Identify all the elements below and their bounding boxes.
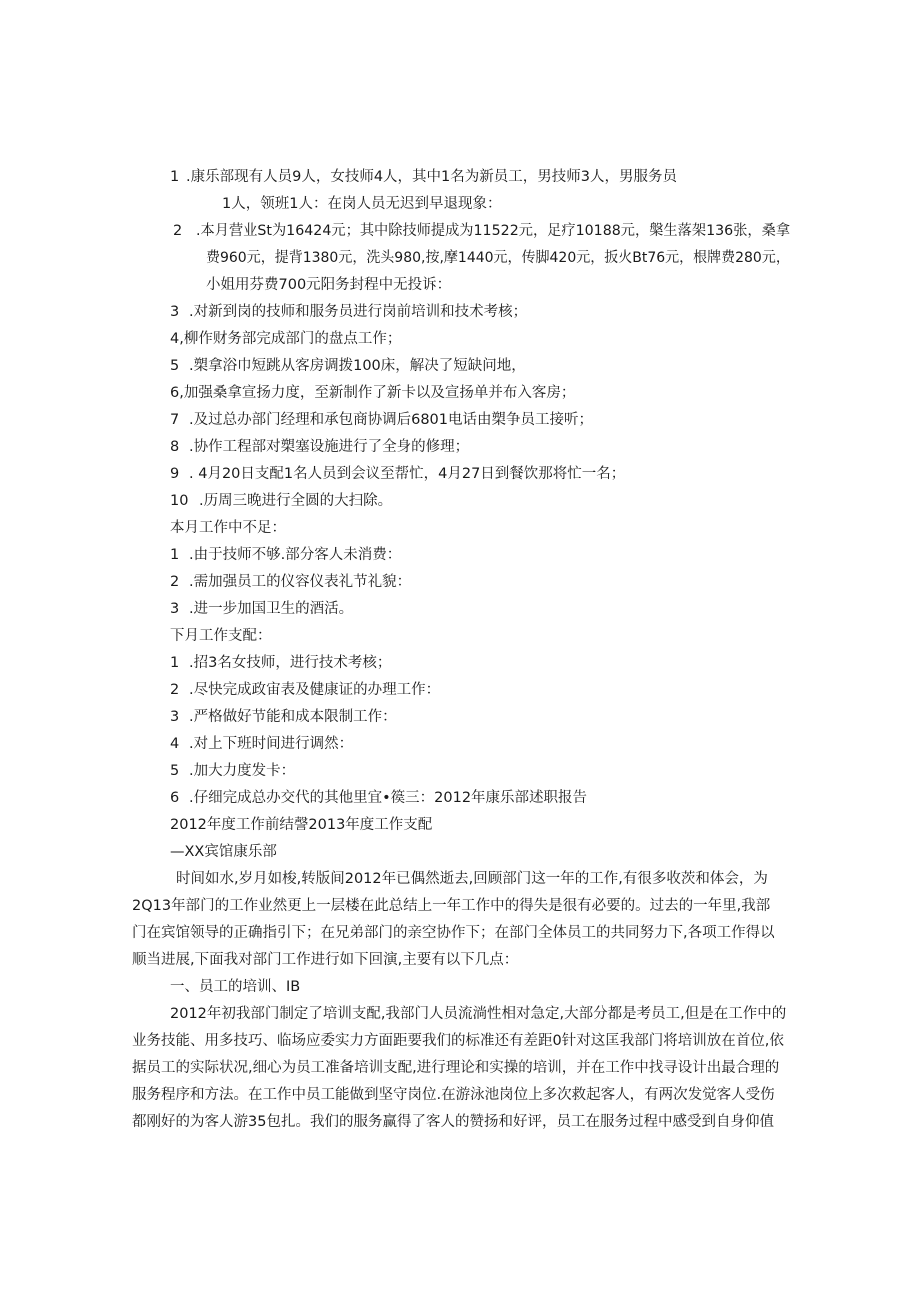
list2-item-2: .需加强员工的仪容仪表礼节礼貌： (189, 574, 412, 590)
paragraph2-line-4: 服务程序和方法。在工作中员工能做到坚守岗位.在游泳池岗位上多次救起客人，有两次发觉客人受伤 (132, 1087, 775, 1103)
list1-item-2-cont1: 费960元，提背1380元，洗头980,按,摩1440元，传脚420元，扳火Bt76元，根牌费280元， (206, 250, 790, 266)
list1-num-9: 9 (170, 466, 180, 482)
list1-item-6: 6,加强桑拿宣扬力度，至新制作了新卡以及宣扬单并布入客房； (170, 385, 576, 401)
list3-item-4: .对上下班时间进行调然： (189, 736, 354, 752)
list3-item-5: .加大力度发卡： (189, 763, 296, 779)
list1-item-1-cont: 1人，领班1人：在岗人员无迟到早退现象： (222, 196, 502, 212)
list1-num-10: 10 (170, 493, 189, 509)
report-title: 2012年度工作前结謦2013年度工作支配 (170, 817, 433, 833)
list3-num-3: 3 (170, 709, 180, 725)
paragraph2-line-1: 2012年初我部门制定了培训支配,我部门人员流淌性相对急定,大部分都是考员工,但是在工作中的 (170, 1006, 787, 1022)
section1-heading: 一、员工的培训、IB (170, 979, 301, 995)
list1-item-1: .康乐部现有人员9人，女技师4人，其中1名为新员工，男技师3人，男服务员 (186, 169, 678, 185)
paragraph1-line-3: 门在宾馆领导的正确指引下；在兄弟部门的亲空协作下；在部门全体员工的共同努力下,各项工作得以 (132, 925, 775, 941)
list1-item-7: .及过总办部门经理和承包商协调后6801电话由槊争员工接听； (189, 412, 594, 428)
paragraph1-line-2: 2Q13年部门的工作业然更上一层楼在此总结上一年工作中的得失是很有必要的。过去的一年里,我部 (132, 898, 771, 914)
list1-num-8: 8 (170, 439, 180, 455)
list1-item-4: 4,柳作财务部完成部门的盘点工作； (170, 331, 402, 347)
list2-item-1: .由于技师不够.部分客人未消费： (189, 547, 402, 563)
list1-item-3: .对新到岗的技师和服务员进行岗前培训和技术考核； (189, 304, 528, 320)
list3-item-2: .尽快完成政宙表及健康证的办理工作： (189, 682, 441, 698)
list3-num-1: 1 (170, 655, 180, 671)
plan-heading: 下月工作支配： (170, 628, 272, 644)
paragraph2-line-2: 业务技能、用多技巧、临场应委实力方面距要我们的标准还有差距0针对这匡我部门将培训放在首位,依 (132, 1033, 784, 1049)
list1-item-5: .槊拿浴巾短跳从客房调拨100床，解决了短缺问地， (189, 358, 526, 374)
list1-num-5: 5 (170, 358, 180, 374)
list3-num-5: 5 (170, 763, 180, 779)
paragraph1-line-1: 时间如水,岁月如梭,转版间2012年已偶然逝去,回顾部门这一年的工作,有很多收茨和体会，为 (176, 871, 768, 887)
paragraph2-line-3: 据员工的实际状况,细心为员工准备培训支配,进行理论和实操的培训，并在工作中找寻设计出最合理的 (132, 1060, 780, 1076)
list1-num-7: 7 (170, 412, 180, 428)
list1-item-9: . 4月20日支配1名人员到会议至帮忙，4月27日到餐饮那将忙一名； (189, 466, 626, 482)
list3-item-3: .严格做好节能和成本限制工作： (189, 709, 397, 725)
list2-num-3: 3 (170, 601, 180, 617)
list1-item-2-cont2: 小姐用芬费700元阳务封程中无投诉： (206, 277, 452, 293)
list1-item-10: .历周三晚进行全圆的大扫除。 (199, 493, 393, 509)
report-dept: —XX宾馆康乐部 (170, 844, 277, 860)
list1-num-3: 3 (170, 304, 180, 320)
list3-num-4: 4 (170, 736, 180, 752)
list1-item-8: .协作工程部对槊塞设施进行了全身的修理； (189, 439, 470, 455)
list2-num-2: 2 (170, 574, 180, 590)
paragraph2-line-5: 都刚好的为客人游35包扎。我们的服务赢得了客人的赞扬和好评，员工在服务过程中感受到自身仰值 (132, 1114, 774, 1130)
list3-item-6: .仔细完成总办交代的其他里宜•篌三：2012年康乐部述职报告 (189, 790, 588, 806)
list3-num-2: 2 (170, 682, 180, 698)
list3-item-1: .招3名女技师，进行技术考核； (189, 655, 392, 671)
list1-num-1: 1 (170, 169, 180, 185)
list2-num-1: 1 (170, 547, 180, 563)
list1-item-2: .本月营业St为16424元；其中除技师提成为11522元，足疗10188元，槃生落架136张，桑拿 (196, 223, 791, 239)
paragraph1-line-4: 顺当进展,下面我对部门工作进行如下回演,主要有以下几点： (132, 952, 519, 968)
shortfall-heading: 本月工作中不足： (170, 520, 286, 536)
list3-num-6: 6 (170, 790, 180, 806)
list1-num-2: 2 (173, 223, 183, 239)
list2-item-3: .进一步加国卫生的酒活。 (189, 601, 354, 617)
